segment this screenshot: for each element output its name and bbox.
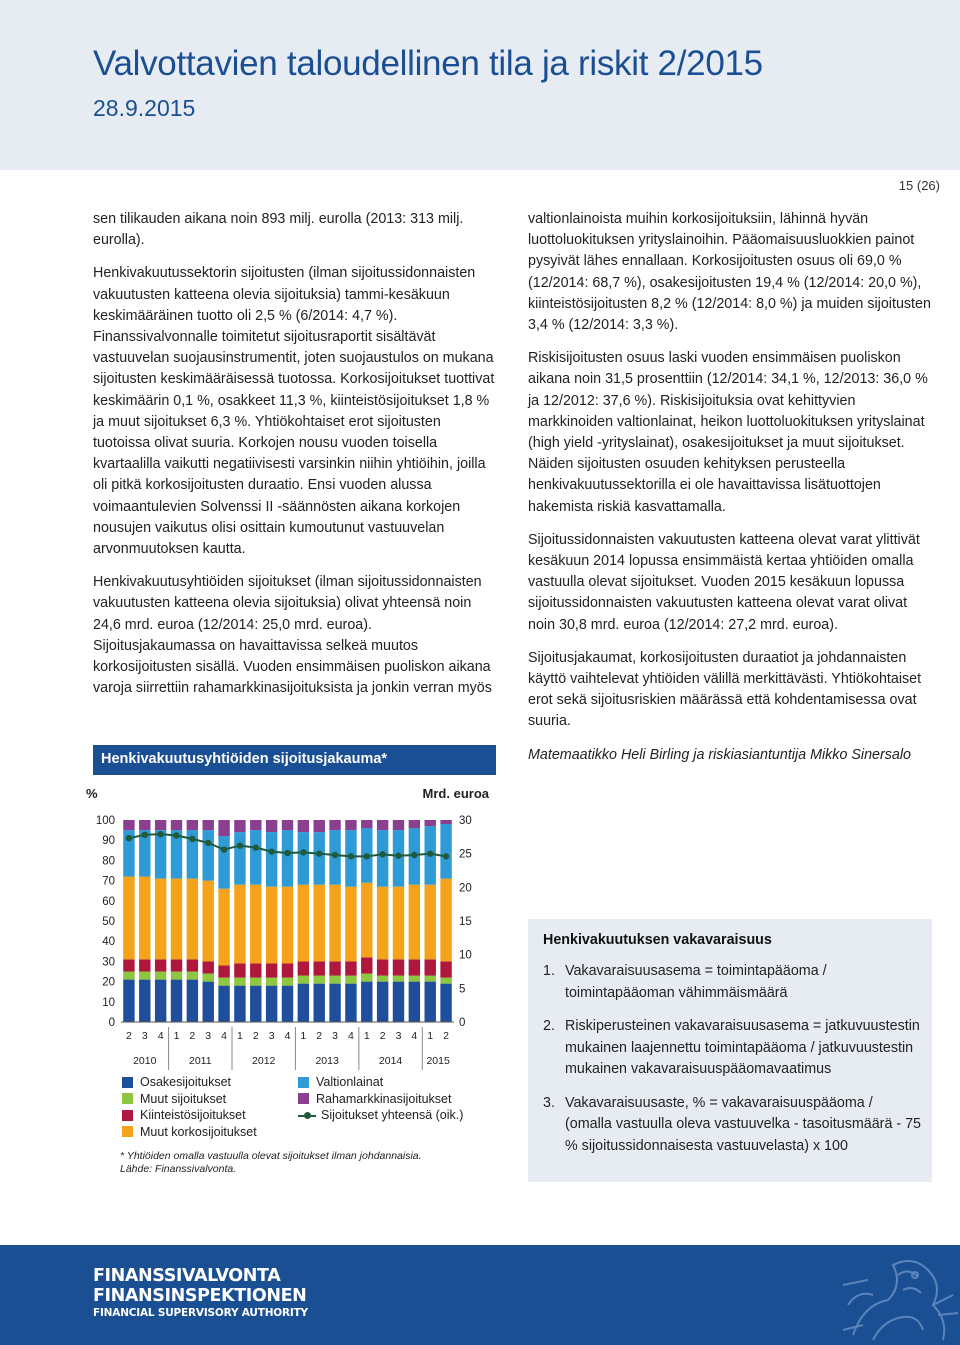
bar-segment <box>203 881 214 962</box>
bar-segment <box>361 974 372 982</box>
bar-segment <box>440 824 451 879</box>
bar-segment <box>393 887 404 960</box>
x-tick-label: 3 <box>205 1030 212 1042</box>
bar-segment <box>314 984 325 1022</box>
x-tick-label: 3 <box>395 1030 402 1042</box>
author-signature: Matemaatikko Heli Birling ja riskiasiantuntija Mikko Sinersalo <box>528 746 911 763</box>
bar-segment <box>218 820 229 836</box>
bar-segment <box>425 885 436 960</box>
bar-segment <box>361 957 372 973</box>
x-tick-label: 4 <box>284 1030 291 1042</box>
x-tick-label: 1 <box>363 1030 370 1042</box>
bar-segment <box>187 980 198 1022</box>
left-tick-label: 30 <box>102 956 115 969</box>
line-point <box>205 840 211 846</box>
bar-segment <box>409 976 420 982</box>
bar-segment <box>361 883 372 958</box>
bar-segment <box>329 984 340 1022</box>
line-point <box>173 832 179 838</box>
bar-segment <box>409 820 420 828</box>
page-number: 15 (26) <box>898 178 940 193</box>
legend-item <box>122 1107 257 1124</box>
investment-distribution-chart <box>80 780 500 1070</box>
bar-segment <box>250 830 261 885</box>
bar-segment <box>187 879 198 960</box>
paragraph: Sijoitussidonnaisten vakuutusten katteena olevat varat ylittivät kesäkuun 2014 lopussa ensimmäistä kertaa yhtiöiden omalla vastuulla olevat sijoitukset. Vuoden 2015 kesäkuun lopussa sijoitussidonnaisten vakuutusten katteena olevat varat olivat noin 30,8 mrd. euroa (12/2014: 27,2 mrd. euroa). <box>528 531 920 633</box>
line-point <box>443 853 449 859</box>
x-tick-label: 3 <box>141 1030 148 1042</box>
right-tick-label: 25 <box>459 848 472 861</box>
bar-segment <box>187 972 198 980</box>
paragraph: Henkivakuutusyhtiöiden sijoitukset (ilman sijoitussidonnaisten vakuutusten katteena olevia sijoituksia) olivat yhteensä noin 24,6 mrd. euroa (12/2014: 25,0 mrd. euroa). Sijoitusjakaumassa on havaittavissa selkeä muutos korkosijoitusten sisällä. Vuoden ensimmäisen puoliskon aikana varoja siirrettiin rahamarkkinasijoituksista ja jonkin verran myös <box>93 574 492 697</box>
legend-label: Muut korkosijoitukset <box>140 1124 257 1139</box>
bar-segment <box>234 963 245 977</box>
page-header <box>0 0 960 170</box>
bar-segment <box>361 820 372 828</box>
x-tick-label: 1 <box>300 1030 307 1042</box>
line-point <box>332 852 338 858</box>
bar-segment <box>139 820 150 830</box>
bar-segment <box>155 980 166 1022</box>
info-box <box>528 919 932 1182</box>
bar-segment <box>250 986 261 1022</box>
year-label: 2011 <box>188 1055 212 1067</box>
bar-segment <box>298 885 309 962</box>
left-tick-label: 60 <box>102 895 115 908</box>
line-point <box>237 842 243 848</box>
document-date: 28.9.2015 <box>93 95 196 121</box>
right-text-column <box>528 209 933 778</box>
paragraph: Riskisijoitusten osuus laski vuoden ensimmäisen puoliskon aikana noin 31,5 prosenttiin (12/2014: 34,1 %, 12/2013: 36,0 % ja 12/2012: 37,6 %). Riskisijoituksia ovat kehittyvien markkinoiden valtionlainat, heikon luottoluokituksen yrityslainat (high yield -yrityslainat), osakesijoitukset ja muut sijoitukset. Näiden sijoitusten osuuden kehityksen perusteella henkivakuutussektorilla ei ole havaittavissa lisätuottojen hakemista riskiä kasvattamalla. <box>528 350 928 515</box>
chart-title-bar <box>93 745 496 775</box>
bar-segment <box>393 976 404 982</box>
legend-line-swatch <box>298 1110 316 1121</box>
bar-segment <box>123 877 134 960</box>
list-item <box>543 1093 923 1158</box>
legend-label: Kiinteistösijoitukset <box>140 1108 246 1122</box>
bar-segment <box>298 976 309 984</box>
line-point <box>189 836 195 842</box>
legend-item <box>122 1124 257 1141</box>
left-tick-label: 70 <box>102 875 115 888</box>
bar-segment <box>377 959 388 975</box>
bar-segment <box>377 982 388 1022</box>
bar-segment <box>329 961 340 975</box>
footer-logo-text <box>93 1266 308 1320</box>
bar-segment <box>393 959 404 975</box>
bar-segment <box>123 959 134 971</box>
left-axis-label: % <box>86 786 98 801</box>
bar-segment <box>345 976 356 984</box>
item-number: 3. <box>543 1094 555 1111</box>
legend-label: Sijoitukset yhteensä (oik.) <box>321 1108 464 1122</box>
bar-segment <box>409 959 420 975</box>
line-point <box>126 835 132 841</box>
bar-segment <box>345 820 356 830</box>
bar-segment <box>282 986 293 1022</box>
bar-segment <box>314 885 325 962</box>
bar-segment <box>298 961 309 975</box>
bar-segment <box>440 984 451 1022</box>
bar-segment <box>282 978 293 986</box>
legend-item <box>298 1074 463 1091</box>
bar-segment <box>203 961 214 973</box>
left-tick-label: 40 <box>102 936 115 949</box>
item-text: Vakavaraisuusasema = toimintapääoma / toimintapääoman vähimmäismäärä <box>565 963 827 1001</box>
footnote-text: * Yhtiöiden omalla vastuulla olevat sijoitukset ilman johdannaisia. <box>120 1150 422 1162</box>
bar-segment <box>187 959 198 971</box>
x-tick-label: 1 <box>427 1030 434 1042</box>
x-tick-label: 1 <box>237 1030 243 1042</box>
x-tick-label: 2 <box>316 1030 323 1042</box>
bar-segment <box>282 830 293 887</box>
left-tick-label: 100 <box>95 815 115 827</box>
bar-segment <box>329 885 340 962</box>
line-point <box>142 832 148 838</box>
item-text: Vakavaraisuusaste, % = vakavaraisuuspääoma / (omalla vastuulla oleva vastuuvelka - tasoitusmäärä - 75 % sijoitussidonnaisesta vastuuvelasta) x 100 <box>565 1094 922 1154</box>
left-tick-label: 0 <box>108 1017 115 1029</box>
legend-swatch <box>122 1093 133 1104</box>
bar-segment <box>298 820 309 832</box>
bar-segment <box>218 836 229 889</box>
bar-segment <box>171 972 182 980</box>
line-point <box>268 848 274 854</box>
line-point <box>157 831 163 837</box>
line-point <box>253 844 259 850</box>
logo-line-1: FINANSSIVALVONTA <box>93 1266 281 1286</box>
bar-segment <box>377 830 388 887</box>
bar-segment <box>250 885 261 964</box>
bar-segment <box>203 830 214 881</box>
bar-segment <box>298 832 309 885</box>
bar-segment <box>393 982 404 1022</box>
bar-segment <box>218 978 229 986</box>
source-text: Lähde: Finanssivalvonta. <box>120 1163 237 1175</box>
bar-segment <box>440 961 451 977</box>
bar-segment <box>393 820 404 830</box>
legend-swatch <box>298 1077 309 1088</box>
x-tick-label: 4 <box>221 1030 227 1042</box>
x-tick-label: 3 <box>332 1030 338 1042</box>
x-tick-label: 1 <box>173 1030 180 1042</box>
year-label: 2012 <box>252 1055 276 1067</box>
logo-line-3: FINANCIAL SUPERVISORY AUTHORITY <box>93 1307 308 1319</box>
bar-segment <box>314 820 325 832</box>
bar-segment <box>425 820 436 826</box>
x-tick-label: 3 <box>268 1030 275 1042</box>
bar-segment <box>329 976 340 984</box>
x-tick-label: 2 <box>189 1030 196 1042</box>
right-tick-label: 10 <box>459 949 472 962</box>
bar-segment <box>282 963 293 977</box>
bar-segment <box>440 820 451 824</box>
item-text: Riskiperusteinen vakavaraisuusasema = jatkuvuustestin mukainen laajennettu toimintapääoma / jatkuvuustestin mukainen vakavaraisuuspääomavaatimus <box>565 1018 920 1077</box>
bar-segment <box>139 959 150 971</box>
bar-segment <box>155 959 166 971</box>
legend-item <box>122 1091 257 1108</box>
line-point <box>379 851 385 857</box>
line-point <box>300 849 306 855</box>
chart-legend-left <box>122 1074 257 1140</box>
bar-segment <box>266 986 277 1022</box>
bar-segment <box>155 879 166 960</box>
year-label: 2015 <box>426 1055 450 1067</box>
right-tick-label: 30 <box>459 815 472 827</box>
right-tick-label: 15 <box>459 916 472 928</box>
bar-segment <box>234 820 245 832</box>
bar-segment <box>218 986 229 1022</box>
line-point <box>411 852 417 858</box>
legend-label: Valtionlainat <box>316 1075 384 1089</box>
line-point <box>348 853 354 859</box>
bar-segment <box>234 885 245 964</box>
year-label: 2014 <box>378 1055 403 1067</box>
bar-segment <box>282 820 293 830</box>
lion-emblem-icon <box>833 1245 960 1345</box>
bar-segment <box>329 820 340 830</box>
bar-segment <box>409 982 420 1022</box>
bar-segment <box>139 972 150 980</box>
paragraph: Henkivakuutussektorin sijoitusten (ilman sijoitussidonnaisten vakuutusten katteena olevia sijoituksia) tammi-kesäkuun keskimääräinen tuotto oli 2,5 % (6/2014: 4,7 %). Finanssivalvonnalle toimitetut sijoitusraportit sisältävät vastuuvelan suojausinstrumentit, joten suojaustulos on mukana sijoitusten keskimääräisessä tuotossa. Korkosijoitukset tuottivat keskimäärin 0,1 %, osakkeet 11,3 %, kiinteistösijoitukset 1,8 % ja muut sijoitukset 6,3 %. Yhtiökohtaiset erot sijoitusten tuotoissa olivat suuria. Korkojen nousu vuoden toisella kvartaalilla vaikutti negatiivisesti varsinkin niihin yhtiöihin, joilla oli pitkä korkosijoitusten duraatio. Ensi vuoden alussa voimaantulevien Solvenssi II -säännösten aikana korkojen nousujen vaikutus olisi osittain kumoutunut vastuuvelan arvonmuutoksen kautta. <box>93 265 495 558</box>
line-point <box>395 852 401 858</box>
left-tick-label: 90 <box>102 835 115 848</box>
bar-segment <box>234 978 245 986</box>
x-tick-label: 4 <box>411 1030 418 1042</box>
legend-item <box>122 1074 257 1091</box>
bar-segment <box>377 976 388 982</box>
bar-segment <box>123 980 134 1022</box>
bar-segment <box>425 976 436 982</box>
info-box-list <box>543 961 923 1169</box>
bar-segment <box>314 832 325 885</box>
bar-segment <box>377 887 388 960</box>
chart-title: Henkivakuutusyhtiöiden sijoitusjakauma* <box>101 751 388 767</box>
bar-segment <box>425 959 436 975</box>
legend-item <box>298 1107 463 1124</box>
bar-segment <box>203 820 214 830</box>
list-item <box>543 1016 923 1081</box>
right-axis-label: Mrd. euroa <box>422 786 489 801</box>
bar-segment <box>266 887 277 964</box>
info-box-title: Henkivakuutuksen vakavaraisuus <box>543 932 772 948</box>
item-number: 1. <box>543 963 555 979</box>
left-tick-label: 80 <box>102 855 115 868</box>
right-tick-label: 20 <box>459 882 472 895</box>
bar-segment <box>234 986 245 1022</box>
bar-segment <box>155 830 166 878</box>
paragraph: sen tilikauden aikana noin 893 milj. eurolla (2013: 313 milj. eurolla). <box>93 211 464 249</box>
legend-label: Osakesijoitukset <box>140 1075 232 1089</box>
x-tick-label: 4 <box>348 1030 354 1042</box>
bar-segment <box>266 832 277 887</box>
paragraph: valtionlainoista muihin korkosijoituksiin, lähinnä hyvän luottoluokituksen yrityslainoihin. Pääomaisuusluokkien painot pysyivät lähes ennallaan. Korkosijoitusten osuus oli 69,0 % (12/2014: 68,7 %), osakesijoitusten 19,4 % (12/2014: 20,0 %), kiinteistösijoitusten 8,2 % (12/2014: 8,0 %) ja muiden sijoitusten 3,4 % (12/2014: 3,3 %). <box>528 211 931 334</box>
bar-segment <box>361 982 372 1022</box>
legend-label: Rahamarkkinasijoitukset <box>316 1091 452 1106</box>
chart-footnote <box>120 1150 422 1176</box>
year-label: 2010 <box>133 1055 157 1067</box>
bar-segment <box>123 820 134 830</box>
bar-segment <box>139 980 150 1022</box>
bar-segment <box>314 976 325 984</box>
x-tick-label: 2 <box>126 1030 132 1042</box>
left-tick-label: 10 <box>102 996 115 1009</box>
bar-segment <box>345 984 356 1022</box>
year-label: 2013 <box>315 1055 339 1067</box>
right-tick-label: 5 <box>459 983 466 996</box>
bar-segment <box>282 887 293 964</box>
bar-segment <box>266 978 277 986</box>
bar-segment <box>409 885 420 960</box>
bar-segment <box>345 961 356 975</box>
bar-segment <box>234 832 245 885</box>
page-footer <box>0 1245 960 1345</box>
paragraph: Sijoitusjakaumat, korkosijoitusten duraatiot ja johdannaisten käyttö vaihtelevat yhtiöiden välillä merkittävästi. Yhtiökohtaiset erot sekä sijoitusriskien määrässä että kohdentamisessa ovat suuria. <box>528 649 922 730</box>
bar-segment <box>425 982 436 1022</box>
legend-swatch <box>122 1126 133 1137</box>
line-point <box>284 850 290 856</box>
line-point <box>364 853 370 859</box>
bar-segment <box>171 959 182 971</box>
line-point <box>221 846 227 852</box>
bar-segment <box>266 963 277 977</box>
line-point <box>316 850 322 856</box>
bar-segment <box>171 980 182 1022</box>
bar-segment <box>377 820 388 830</box>
legend-swatch <box>122 1077 133 1088</box>
left-tick-label: 50 <box>102 916 115 928</box>
bar-segment <box>203 982 214 1022</box>
bar-segment <box>171 879 182 960</box>
bar-segment <box>440 879 451 962</box>
legend-swatch <box>298 1093 309 1104</box>
bar-segment <box>187 820 198 830</box>
bar-segment <box>203 974 214 982</box>
bar-segment <box>155 820 166 830</box>
bar-segment <box>250 978 261 986</box>
bar-segment <box>155 972 166 980</box>
bar-segment <box>440 978 451 984</box>
bar-segment <box>218 965 229 977</box>
legend-label: Muut sijoitukset <box>140 1091 227 1106</box>
legend-swatch <box>122 1110 133 1121</box>
left-text-column <box>93 209 495 711</box>
document-title: Valvottavien taloudellinen tila ja riskit 2/2015 <box>93 44 763 83</box>
line-point <box>427 850 433 856</box>
left-tick-label: 20 <box>102 976 115 989</box>
item-number: 2. <box>543 1018 555 1034</box>
x-tick-label: 4 <box>157 1030 164 1042</box>
list-item <box>543 961 923 1004</box>
bar-segment <box>266 820 277 832</box>
bar-segment <box>171 820 182 830</box>
bar-segment <box>218 889 229 966</box>
bar-segment <box>250 963 261 977</box>
bar-segment <box>123 972 134 980</box>
chart-legend-right <box>298 1074 463 1124</box>
x-tick-label: 2 <box>252 1030 259 1042</box>
legend-item <box>298 1091 463 1108</box>
right-tick-label: 0 <box>459 1017 466 1029</box>
x-tick-label: 2 <box>379 1030 386 1042</box>
bar-segment <box>250 820 261 830</box>
bar-segment <box>139 877 150 960</box>
bar-segment <box>298 984 309 1022</box>
bar-segment <box>345 887 356 962</box>
logo-line-2: FINANSINSPEKTIONEN <box>93 1286 307 1306</box>
bar-segment <box>314 961 325 975</box>
x-tick-label: 2 <box>443 1030 449 1042</box>
